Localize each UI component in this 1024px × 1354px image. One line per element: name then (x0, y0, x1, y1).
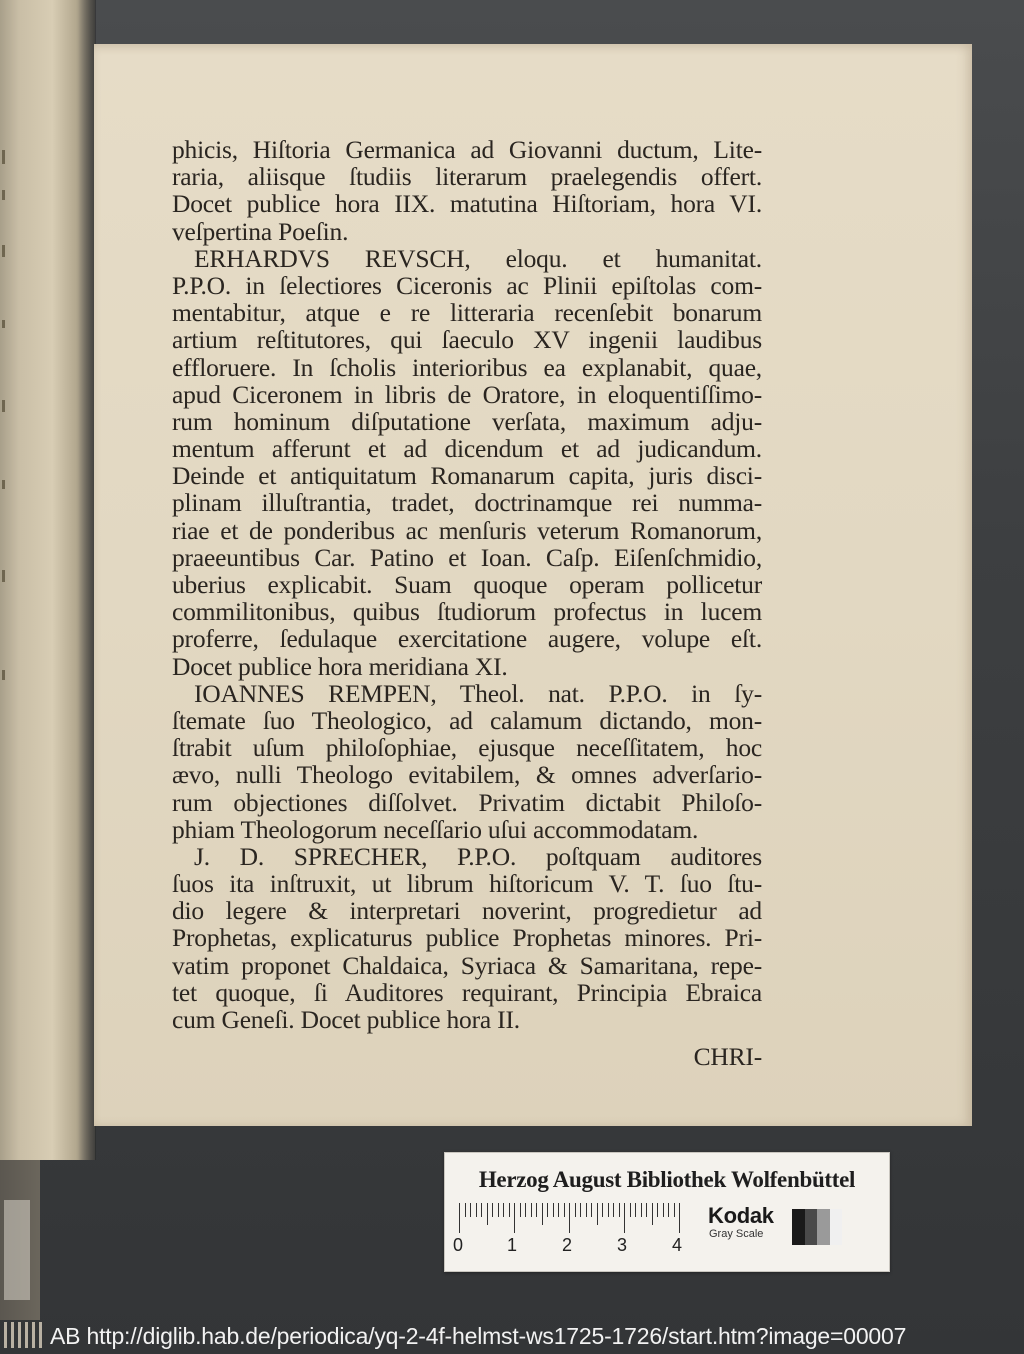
gray-patch (817, 1209, 830, 1245)
text-line: P.P.O. in ſelectiores Ciceronis ac Plinii epiſtolas com- (172, 270, 762, 300)
text-line: effloruere. In ſcholis interioribus ea explanabit, quae, (172, 352, 762, 382)
ruler-tick (470, 1203, 471, 1217)
text-line: commilitonibus, quibus ſtudiorum profectus in lucem (172, 597, 762, 627)
text-line: phiam Theologorum neceſſario uſui accommodatam. (172, 814, 699, 844)
adjacent-page-marks (2, 150, 16, 750)
ruler-tick (520, 1203, 521, 1217)
gray-patch (830, 1209, 843, 1245)
ruler-tick (536, 1203, 537, 1217)
text-line: mentum afferunt et ad dicendum et ad judicandum. (172, 434, 762, 464)
text-line: Deinde et antiquitatum Romanarum capita, juris disci- (172, 461, 762, 491)
ruler-tick (586, 1203, 587, 1217)
text-line: mentabitur, atque e re litteraria recenſebit bonarum (172, 298, 762, 328)
ruler-tick (624, 1203, 625, 1233)
page-text-block (172, 136, 762, 1070)
ruler-tick (509, 1203, 510, 1217)
ruler-numbers (453, 1235, 693, 1259)
ruler-tick (663, 1203, 664, 1217)
text-line: raria, aliisque ſtudiis literarum praelegendis offert. (172, 162, 762, 192)
catchword: CHRI- (693, 1042, 762, 1072)
color-calibration-card (444, 1152, 890, 1272)
text-line: rum hominum diſputatione verſata, maximum adju- (172, 406, 762, 436)
gray-scale-patches (792, 1209, 842, 1245)
text-line: cum Geneſi. Docet publice hora II. (172, 1005, 520, 1034)
gray-patch (792, 1209, 805, 1245)
ruler-number: 0 (453, 1235, 464, 1255)
text-line: dio legere & interpretari noverint, progredietur ad (172, 896, 762, 926)
ruler-number: 4 (672, 1235, 683, 1255)
text-line: veſpertina Poeſin. (172, 216, 349, 246)
text-line: J. D. SPRECHER, P.P.O. poſtquam auditores (194, 841, 762, 871)
library-name: Herzog August Bibliothek Wolfenbüttel (478, 1167, 856, 1192)
text-line: uberius explicabit. Suam quoque operam pollicetur (172, 570, 762, 599)
ruler-tick (630, 1203, 631, 1217)
ruler-tick (591, 1203, 592, 1217)
text-line: Prophetas, explicaturus publice Prophetas minores. Pri- (172, 923, 762, 953)
ruler-tick (465, 1203, 466, 1217)
ruler-tick (481, 1203, 482, 1217)
text-line: ſuos ita inſtruxit, ut librum hiſtoricum V. T. ſuo ſtu- (172, 869, 762, 899)
text-line: Docet publice hora IIX. matutina Hiſtoriam, hora VI. (172, 189, 762, 219)
gray-patch (805, 1209, 818, 1245)
text-line: ERHARDVS REVSCH, eloqu. et humanitat. (194, 243, 762, 273)
ruler-tick (646, 1203, 647, 1217)
text-line: IOANNES REMPEN, Theol. nat. P.P.O. in ſy- (194, 678, 762, 708)
ruler-tick (487, 1203, 488, 1225)
text-line: ſtrabit uſum philoſophiae, ejusque neceſſitatem, hoc (172, 733, 762, 763)
ruler-tick (597, 1203, 598, 1225)
shelf-label-strip (4, 1200, 30, 1300)
text-line: ævo, nulli Theologo evitabilem, & omnes adverſario- (172, 760, 762, 790)
text-line: vatim proponet Chaldaica, Syriaca & Samaritana, repe- (172, 950, 762, 980)
ruler-tick (619, 1203, 620, 1217)
ruler-tick (668, 1203, 669, 1217)
ruler-tick (608, 1203, 609, 1217)
text-line: riae et de ponderibus ac menſuris veterum Romanorum, (172, 515, 762, 545)
footer-barcode-marks (4, 1322, 48, 1348)
text-line: plinam illuſtrantia, tradet, doctrinamque rei numma- (172, 488, 762, 518)
ruler-tick (531, 1203, 532, 1217)
text-line: phicis, Hiſtoria Germanica ad Giovanni ductum, Lite- (172, 135, 762, 164)
kodak-logo: Kodak (708, 1203, 774, 1228)
text-line: rum objectiones diſſolvet. Privatim dictabit Philoſo- (172, 787, 762, 817)
ruler-tick (652, 1203, 653, 1225)
text-line: proferre, ſedulaque exercitatione augere, volupe eſt. (172, 624, 762, 654)
ruler-tick (525, 1203, 526, 1217)
ruler-tick (679, 1203, 680, 1233)
text-line: artium reſtitutores, qui ſaeculo XV ingenii laudibus (172, 325, 762, 355)
ruler-tick (602, 1203, 603, 1217)
ruler-tick (492, 1203, 493, 1217)
ruler-tick (613, 1203, 614, 1217)
ruler-tick (580, 1203, 581, 1217)
ruler-tick (498, 1203, 499, 1217)
source-url: AB http://diglib.hab.de/periodica/yq-2-4f-helmst-ws1725-1726/start.htm?image=00007 (50, 1323, 907, 1349)
ruler-tick (657, 1203, 658, 1217)
ruler-tick (564, 1203, 565, 1217)
url-footer (0, 1320, 1024, 1354)
text-line: praeeuntibus Car. Patino et Ioan. Caſp. Eiſenſchmidio, (172, 542, 762, 572)
ruler-tick (476, 1203, 477, 1217)
ruler-tick (569, 1203, 570, 1233)
ruler-tick (503, 1203, 504, 1217)
text-line: Docet publice hora meridiana XI. (172, 651, 508, 681)
text-line: ſtemate ſuo Theologico, ad calamum dictando, mon- (172, 705, 762, 735)
ruler-tick (558, 1203, 559, 1217)
ruler-tick (542, 1203, 543, 1225)
ruler-tick (575, 1203, 576, 1217)
text-line: apud Ciceronem in libris de Oratore, in eloquentiſſimo- (172, 379, 762, 409)
gray-scale-label: Gray Scale (709, 1228, 764, 1240)
text-line: tet quoque, ſi Auditores requirant, Principia Ebraica (172, 977, 762, 1007)
ruler-tick (459, 1203, 460, 1233)
ruler-tick (553, 1203, 554, 1217)
ruler-tick (547, 1203, 548, 1217)
ruler-tick (641, 1203, 642, 1217)
ruler-tick (635, 1203, 636, 1217)
ruler-tick (514, 1203, 515, 1233)
ruler-tick (674, 1203, 675, 1217)
ruler-number: 2 (562, 1235, 573, 1255)
ruler-number: 1 (507, 1235, 518, 1255)
ruler-number: 3 (617, 1235, 628, 1255)
scale-ruler (459, 1203, 691, 1235)
